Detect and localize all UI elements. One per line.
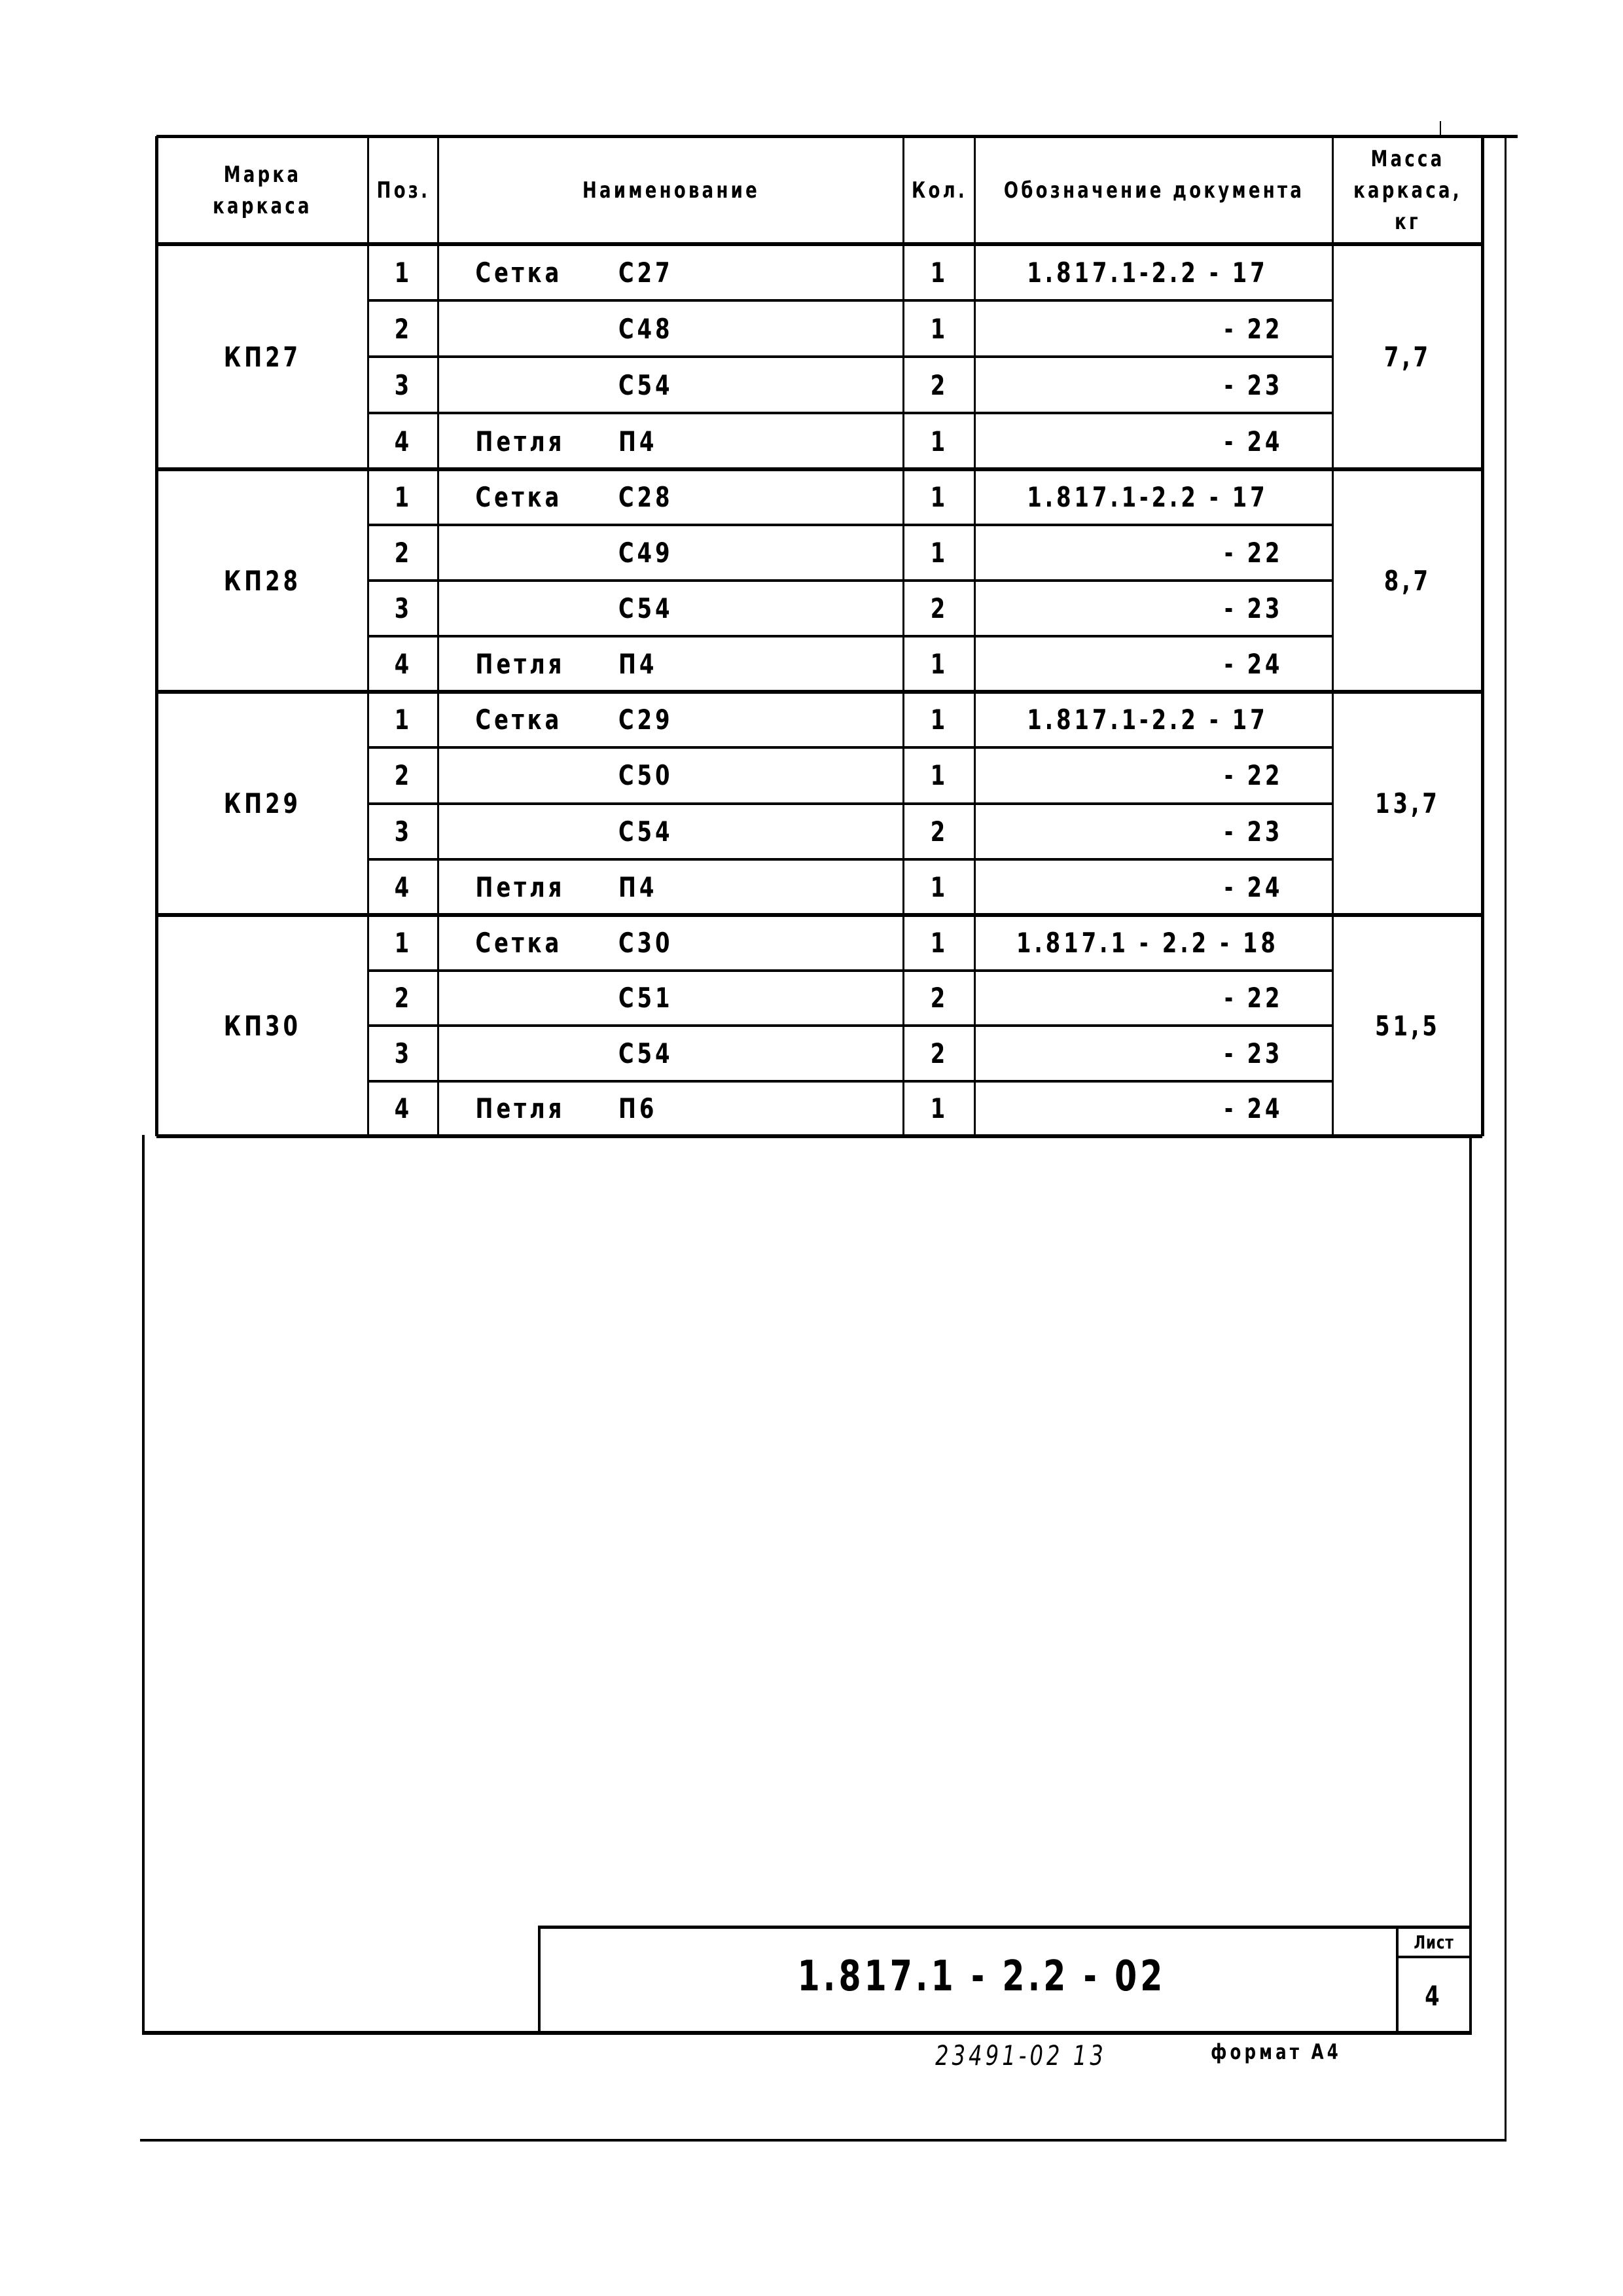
table-rule bbox=[155, 136, 158, 1136]
row-quantity: 2 bbox=[930, 982, 949, 1014]
row-name bbox=[476, 300, 598, 357]
row-document: 1.817.1 - 2.2 - 18 bbox=[1016, 926, 1279, 959]
row-name: Сетка bbox=[475, 926, 563, 959]
row-code: С54 bbox=[618, 815, 673, 848]
row-name: Сетка bbox=[475, 256, 563, 289]
row-name: Петля bbox=[475, 648, 565, 680]
header-mark: Марка каркаса bbox=[213, 161, 312, 219]
row-code: П4 bbox=[618, 648, 658, 680]
row-quantity: 1 bbox=[930, 537, 949, 569]
row-name: Сетка bbox=[475, 704, 563, 736]
row-quantity: 2 bbox=[930, 368, 949, 401]
row-position: 4 bbox=[394, 1092, 413, 1125]
table-rule bbox=[156, 913, 1482, 917]
row-code: С29 bbox=[618, 704, 673, 736]
frame-mark: КП27 bbox=[223, 340, 302, 373]
row-position: 4 bbox=[394, 648, 413, 680]
row-document: - 24 bbox=[1224, 425, 1283, 457]
row-code: С28 bbox=[618, 481, 673, 513]
row-code: С54 bbox=[618, 368, 673, 401]
row-name bbox=[476, 1026, 598, 1081]
row-code: С51 bbox=[618, 982, 673, 1014]
row-quantity: 1 bbox=[930, 870, 949, 903]
row-name: Петля bbox=[475, 425, 565, 457]
header-mass: Масса каркаса, кг bbox=[1353, 145, 1462, 235]
row-quantity: 1 bbox=[930, 312, 949, 345]
row-quantity: 2 bbox=[930, 815, 949, 848]
row-quantity: 1 bbox=[930, 1092, 949, 1125]
row-document: - 22 bbox=[1224, 759, 1283, 792]
row-position: 2 bbox=[394, 759, 413, 792]
table-rule bbox=[1481, 136, 1484, 1136]
frame-mass: 13,7 bbox=[1375, 787, 1440, 819]
row-name bbox=[476, 747, 598, 803]
row-document: - 22 bbox=[1224, 537, 1283, 569]
row-quantity: 1 bbox=[930, 704, 949, 736]
row-name bbox=[476, 357, 598, 413]
row-code: С30 bbox=[618, 926, 673, 959]
format-label: формат А4 bbox=[1211, 2039, 1342, 2064]
row-quantity: 2 bbox=[930, 592, 949, 624]
row-code: С48 bbox=[618, 312, 673, 345]
header-doc: Обозначение документа bbox=[1003, 177, 1305, 204]
row-code: С50 bbox=[618, 759, 673, 792]
row-quantity: 1 bbox=[930, 481, 949, 513]
row-code: С54 bbox=[618, 592, 673, 624]
row-position: 3 bbox=[394, 815, 413, 848]
row-quantity: 1 bbox=[930, 759, 949, 792]
row-code: П6 bbox=[618, 1092, 658, 1125]
row-position: 3 bbox=[394, 1037, 413, 1069]
header-pos: Поз. bbox=[376, 177, 431, 204]
row-position: 1 bbox=[394, 256, 413, 289]
inventory-number: 23491-02 13 bbox=[935, 2039, 1107, 2072]
frame-mass: 7,7 bbox=[1383, 340, 1432, 373]
row-code: С49 bbox=[618, 537, 673, 569]
row-position: 1 bbox=[394, 926, 413, 959]
row-document: - 23 bbox=[1224, 1037, 1283, 1069]
row-name bbox=[476, 804, 598, 859]
row-name bbox=[476, 581, 598, 636]
row-document: - 24 bbox=[1224, 870, 1283, 903]
row-position: 4 bbox=[394, 870, 413, 903]
header-qty: Кол. bbox=[911, 177, 968, 204]
row-code: С54 bbox=[618, 1037, 673, 1069]
row-quantity: 1 bbox=[930, 926, 949, 959]
frame-mass: 51,5 bbox=[1375, 1009, 1440, 1042]
row-document: 1.817.1-2.2 - 17 bbox=[1027, 256, 1268, 289]
row-quantity: 1 bbox=[930, 256, 949, 289]
row-name bbox=[476, 525, 598, 581]
row-document: - 22 bbox=[1224, 312, 1283, 345]
row-document: - 23 bbox=[1224, 368, 1283, 401]
row-document: - 24 bbox=[1224, 1092, 1283, 1125]
row-position: 3 bbox=[394, 368, 413, 401]
row-name: Петля bbox=[475, 870, 565, 903]
row-name bbox=[476, 971, 598, 1026]
row-code: С27 bbox=[618, 256, 673, 289]
row-document: - 24 bbox=[1224, 648, 1283, 680]
row-position: 2 bbox=[394, 982, 413, 1014]
row-document: 1.817.1-2.2 - 17 bbox=[1027, 704, 1268, 736]
row-position: 1 bbox=[394, 704, 413, 736]
table-rule bbox=[156, 467, 1482, 471]
document-designation: 1.817.1 - 2.2 - 02 bbox=[797, 1952, 1166, 2001]
frame-mark: КП29 bbox=[223, 787, 302, 819]
sheet-label: Лист bbox=[1414, 1931, 1454, 1953]
row-document: - 22 bbox=[1224, 982, 1283, 1014]
row-position: 4 bbox=[394, 425, 413, 457]
table-rule bbox=[156, 1134, 1482, 1138]
row-document: 1.817.1-2.2 - 17 bbox=[1027, 481, 1268, 513]
sheet-number: 4 bbox=[1425, 1979, 1443, 2012]
row-position: 2 bbox=[394, 537, 413, 569]
row-quantity: 1 bbox=[930, 425, 949, 457]
frame-mark: КП28 bbox=[223, 564, 302, 597]
frame-mass: 8,7 bbox=[1383, 564, 1432, 597]
row-document: - 23 bbox=[1224, 815, 1283, 848]
row-name: Сетка bbox=[475, 481, 563, 513]
row-position: 2 bbox=[394, 312, 413, 345]
row-code: П4 bbox=[618, 425, 658, 457]
row-document: - 23 bbox=[1224, 592, 1283, 624]
row-quantity: 1 bbox=[930, 648, 949, 680]
row-code: П4 bbox=[618, 870, 658, 903]
row-position: 3 bbox=[394, 592, 413, 624]
row-quantity: 2 bbox=[930, 1037, 949, 1069]
table-rule bbox=[156, 690, 1482, 694]
row-name: Петля bbox=[475, 1092, 565, 1125]
header-name: Наименование bbox=[582, 177, 760, 204]
frame-mark: КП30 bbox=[223, 1009, 302, 1042]
row-position: 1 bbox=[394, 481, 413, 513]
